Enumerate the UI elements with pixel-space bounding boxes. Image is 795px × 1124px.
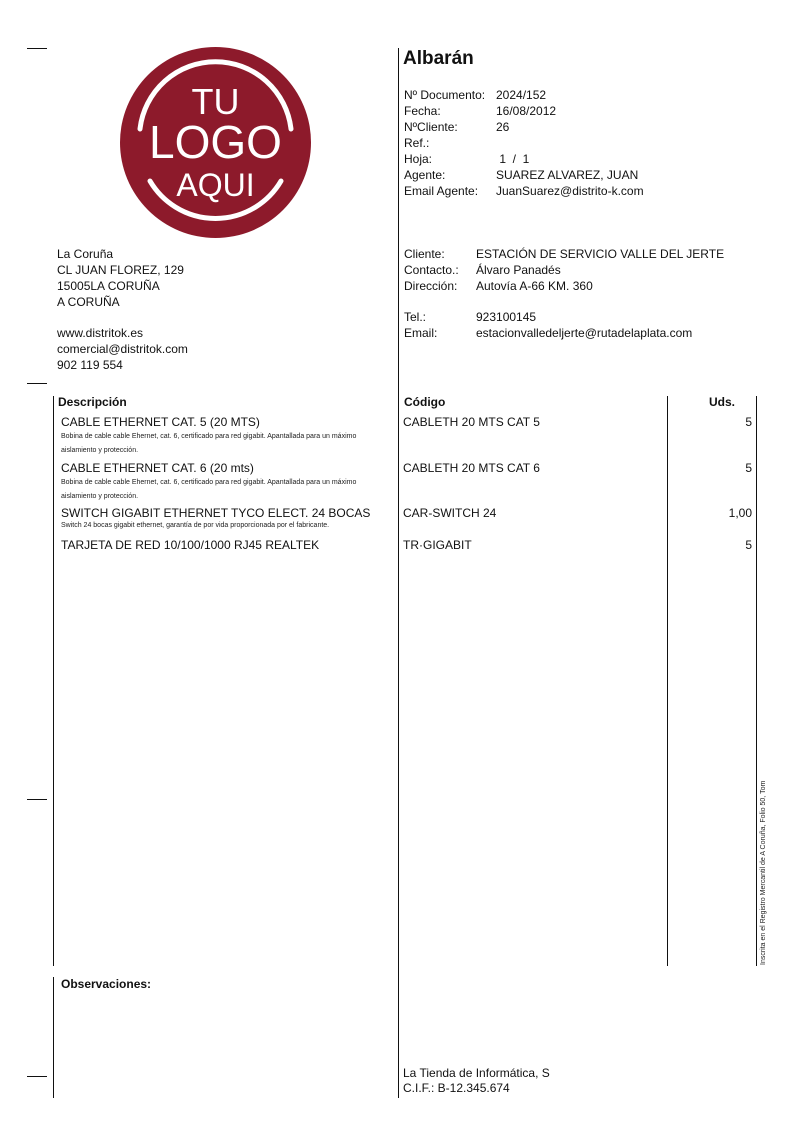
- table-row: [61, 538, 391, 553]
- company-city: La Coruña: [57, 247, 114, 261]
- item-qty: 5: [745, 538, 752, 552]
- company-web: www.distritok.es: [57, 326, 144, 340]
- client-label: Cliente:: [404, 247, 445, 261]
- company-phone: 902 119 554: [57, 358, 123, 372]
- meta-label: Hoja:: [404, 152, 433, 166]
- item-title: SWITCH GIGABIT ETHERNET TYCO ELECT. 24 BOCAS: [61, 506, 371, 520]
- registry-note: Inscrita en el Registro Mercantil de A Coruña, Folio 50, Tom: [760, 780, 767, 965]
- qty-column-border: [667, 396, 668, 966]
- item-title: TARJETA DE RED 10/100/1000 RJ45 REALTEK: [61, 538, 320, 552]
- client-value: Álvaro Panadés: [476, 263, 561, 277]
- meta-value: 1 / 1: [496, 152, 530, 166]
- company-postal: 15005LA CORUÑA: [57, 279, 160, 293]
- meta-label: Nº Documento:: [404, 88, 486, 102]
- client-label: Contacto.:: [404, 263, 459, 277]
- document-title: Albarán: [403, 48, 474, 69]
- item-qty: 1,00: [728, 506, 752, 520]
- item-title: CABLE ETHERNET CAT. 5 (20 MTS): [61, 415, 260, 429]
- meta-label: NºCliente:: [404, 120, 458, 134]
- meta-value: SUAREZ ALVAREZ, JUAN: [496, 168, 639, 182]
- item-title: CABLE ETHERNET CAT. 6 (20 mts): [61, 461, 254, 475]
- meta-label: Email Agente:: [404, 184, 479, 198]
- observations-left-border: [53, 977, 54, 1098]
- center-divider: [398, 48, 399, 1098]
- observations-label: Observaciones:: [61, 977, 152, 991]
- meta-value: 2024/152: [496, 88, 547, 102]
- table-left-border: [53, 396, 54, 966]
- client-value: ESTACIÓN DE SERVICIO VALLE DEL JERTE: [476, 247, 725, 261]
- header-code: Código: [404, 395, 446, 409]
- footer-company-name: La Tienda de Informática, S: [403, 1066, 550, 1080]
- margin-tick: [27, 383, 47, 384]
- logo-text-line1: TU: [191, 81, 240, 122]
- item-description: Bobina de cable cable Ehernet, cat. 6, certificado para red gigabit. Apantallada para un máximo aislamiento y protección.: [61, 479, 357, 500]
- company-logo: [120, 47, 311, 238]
- client-value: 923100145: [476, 310, 537, 324]
- margin-tick: [27, 48, 47, 49]
- item-description: Bobina de cable cable Ehernet, cat. 6, certificado para red gigabit. Apantallada para un máximo aislamiento y protección.: [61, 433, 357, 454]
- item-qty: 5: [745, 415, 752, 429]
- header-description: Descripción: [58, 395, 127, 409]
- table-row: [61, 461, 391, 504]
- meta-label: Fecha:: [404, 104, 441, 118]
- item-code: TR·GIGABIT: [403, 538, 472, 552]
- meta-value: JuanSuarez@distrito-k.com: [496, 184, 644, 198]
- meta-value: 26: [496, 120, 510, 134]
- client-label: Tel.:: [404, 310, 427, 324]
- table-row: [61, 415, 391, 458]
- client-value: estacionvalledeljerte@rutadelaplata.com: [476, 326, 693, 340]
- client-label: Email:: [404, 326, 438, 340]
- footer-cif: C.I.F.: B-12.345.674: [403, 1081, 510, 1095]
- item-qty: 5: [745, 461, 752, 475]
- company-street: CL JUAN FLOREZ, 129: [57, 263, 184, 277]
- footer: [403, 1066, 550, 1096]
- item-description: Switch 24 bocas gigabit ethernet, garantía de por vida proporcionada por el fabricante.: [61, 522, 330, 529]
- client-label: Dirección:: [404, 279, 458, 293]
- client-value: Autovía A-66 KM. 360: [476, 279, 593, 293]
- meta-label: Agente:: [404, 168, 446, 182]
- company-province: A CORUÑA: [57, 295, 120, 309]
- item-code: CABLETH 20 MTS CAT 6: [403, 461, 540, 475]
- margin-tick: [27, 799, 47, 800]
- margin-tick: [27, 1076, 47, 1077]
- logo-text-line3: AQUI: [176, 167, 255, 203]
- table-right-border: [756, 396, 757, 966]
- header-qty: Uds.: [709, 395, 736, 409]
- company-info: [57, 246, 188, 373]
- meta-value: 16/08/2012: [496, 104, 557, 118]
- company-email: comercial@distritok.com: [57, 342, 188, 356]
- table-row: [61, 506, 391, 531]
- logo-text-line2: LOGO: [149, 116, 282, 168]
- item-code: CABLETH 20 MTS CAT 5: [403, 415, 540, 429]
- item-code: CAR-SWITCH 24: [403, 506, 497, 520]
- meta-label: Ref.:: [404, 136, 430, 150]
